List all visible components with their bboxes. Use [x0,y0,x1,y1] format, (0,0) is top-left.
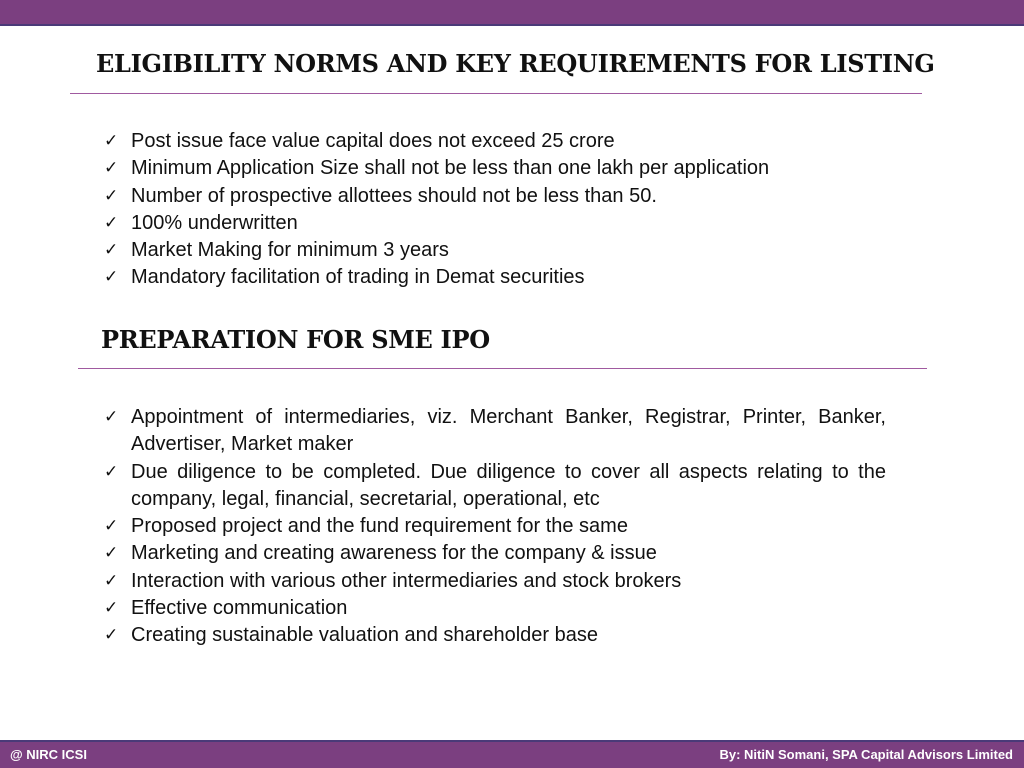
list-item-text: Interaction with various other intermediaries and stock brokers [131,569,682,592]
check-mark-icon: ✓ [104,461,119,482]
eligibility-list [104,128,894,292]
list-item-text: Minimum Application Size shall not be less than one lakh per application [131,157,770,180]
section-heading-eligibility: ELIGIBILITY NORMS AND KEY REQUIREMENTS FOR LISTING [96,49,935,78]
list-item [104,568,886,595]
list-item [104,513,886,540]
list-item-text: Effective communication [131,597,348,620]
list-item-text: Number of prospective allottees should not be less than 50. [131,184,657,207]
check-mark-icon: ✓ [104,185,119,206]
list-item-text: Due diligence to be completed. Due diligence to cover all aspects relating to the company, legal, financial, secretarial, operational, etc [131,460,886,510]
footer-bar [0,740,1024,768]
footer-right-text: By: NitiN Somani, SPA Capital Advisors Limited [719,747,1013,762]
check-mark-icon: ✓ [104,407,119,427]
check-mark-icon: ✓ [104,598,119,619]
list-item [104,595,886,622]
heading-divider-1 [70,93,922,94]
list-item-text: Creating sustainable valuation and shareholder base [131,624,598,647]
list-item [104,264,894,291]
footer-left-text: @ NIRC ICSI [10,747,87,762]
list-item [104,210,894,237]
list-item [104,128,894,155]
section-heading-preparation: PREPARATION FOR SME IPO [101,325,490,354]
list-item-text: Market Making for minimum 3 years [131,239,449,262]
list-item [104,459,886,514]
list-item [104,540,886,567]
list-item [104,237,894,264]
heading-divider-2 [78,368,927,369]
check-mark-icon: ✓ [104,267,119,288]
check-mark-icon: ✓ [104,516,119,537]
list-item-text: 100% underwritten [131,211,298,234]
list-item-text: Post issue face value capital does not exceed 25 crore [131,130,615,152]
top-banner-bar [0,0,1024,26]
check-mark-icon: ✓ [104,240,119,261]
check-mark-icon: ✓ [104,212,119,233]
list-item-text: Mandatory facilitation of trading in Demat securities [131,266,585,289]
check-mark-icon: ✓ [104,543,119,564]
list-item [104,404,886,459]
check-mark-icon: ✓ [104,625,119,646]
list-item [104,155,894,182]
list-item [104,183,894,210]
check-mark-icon: ✓ [104,570,119,591]
list-item-text: Marketing and creating awareness for the company & issue [131,542,657,565]
check-mark-icon: ✓ [104,158,119,179]
preparation-list [104,404,886,650]
list-item [104,622,886,649]
list-item-text: Proposed project and the fund requirement for the same [131,515,628,538]
list-item-text: Appointment of intermediaries, viz. Merchant Banker, Registrar, Printer, Banker, Advertiser, Market maker [131,406,886,456]
check-mark-icon: ✓ [104,131,119,151]
